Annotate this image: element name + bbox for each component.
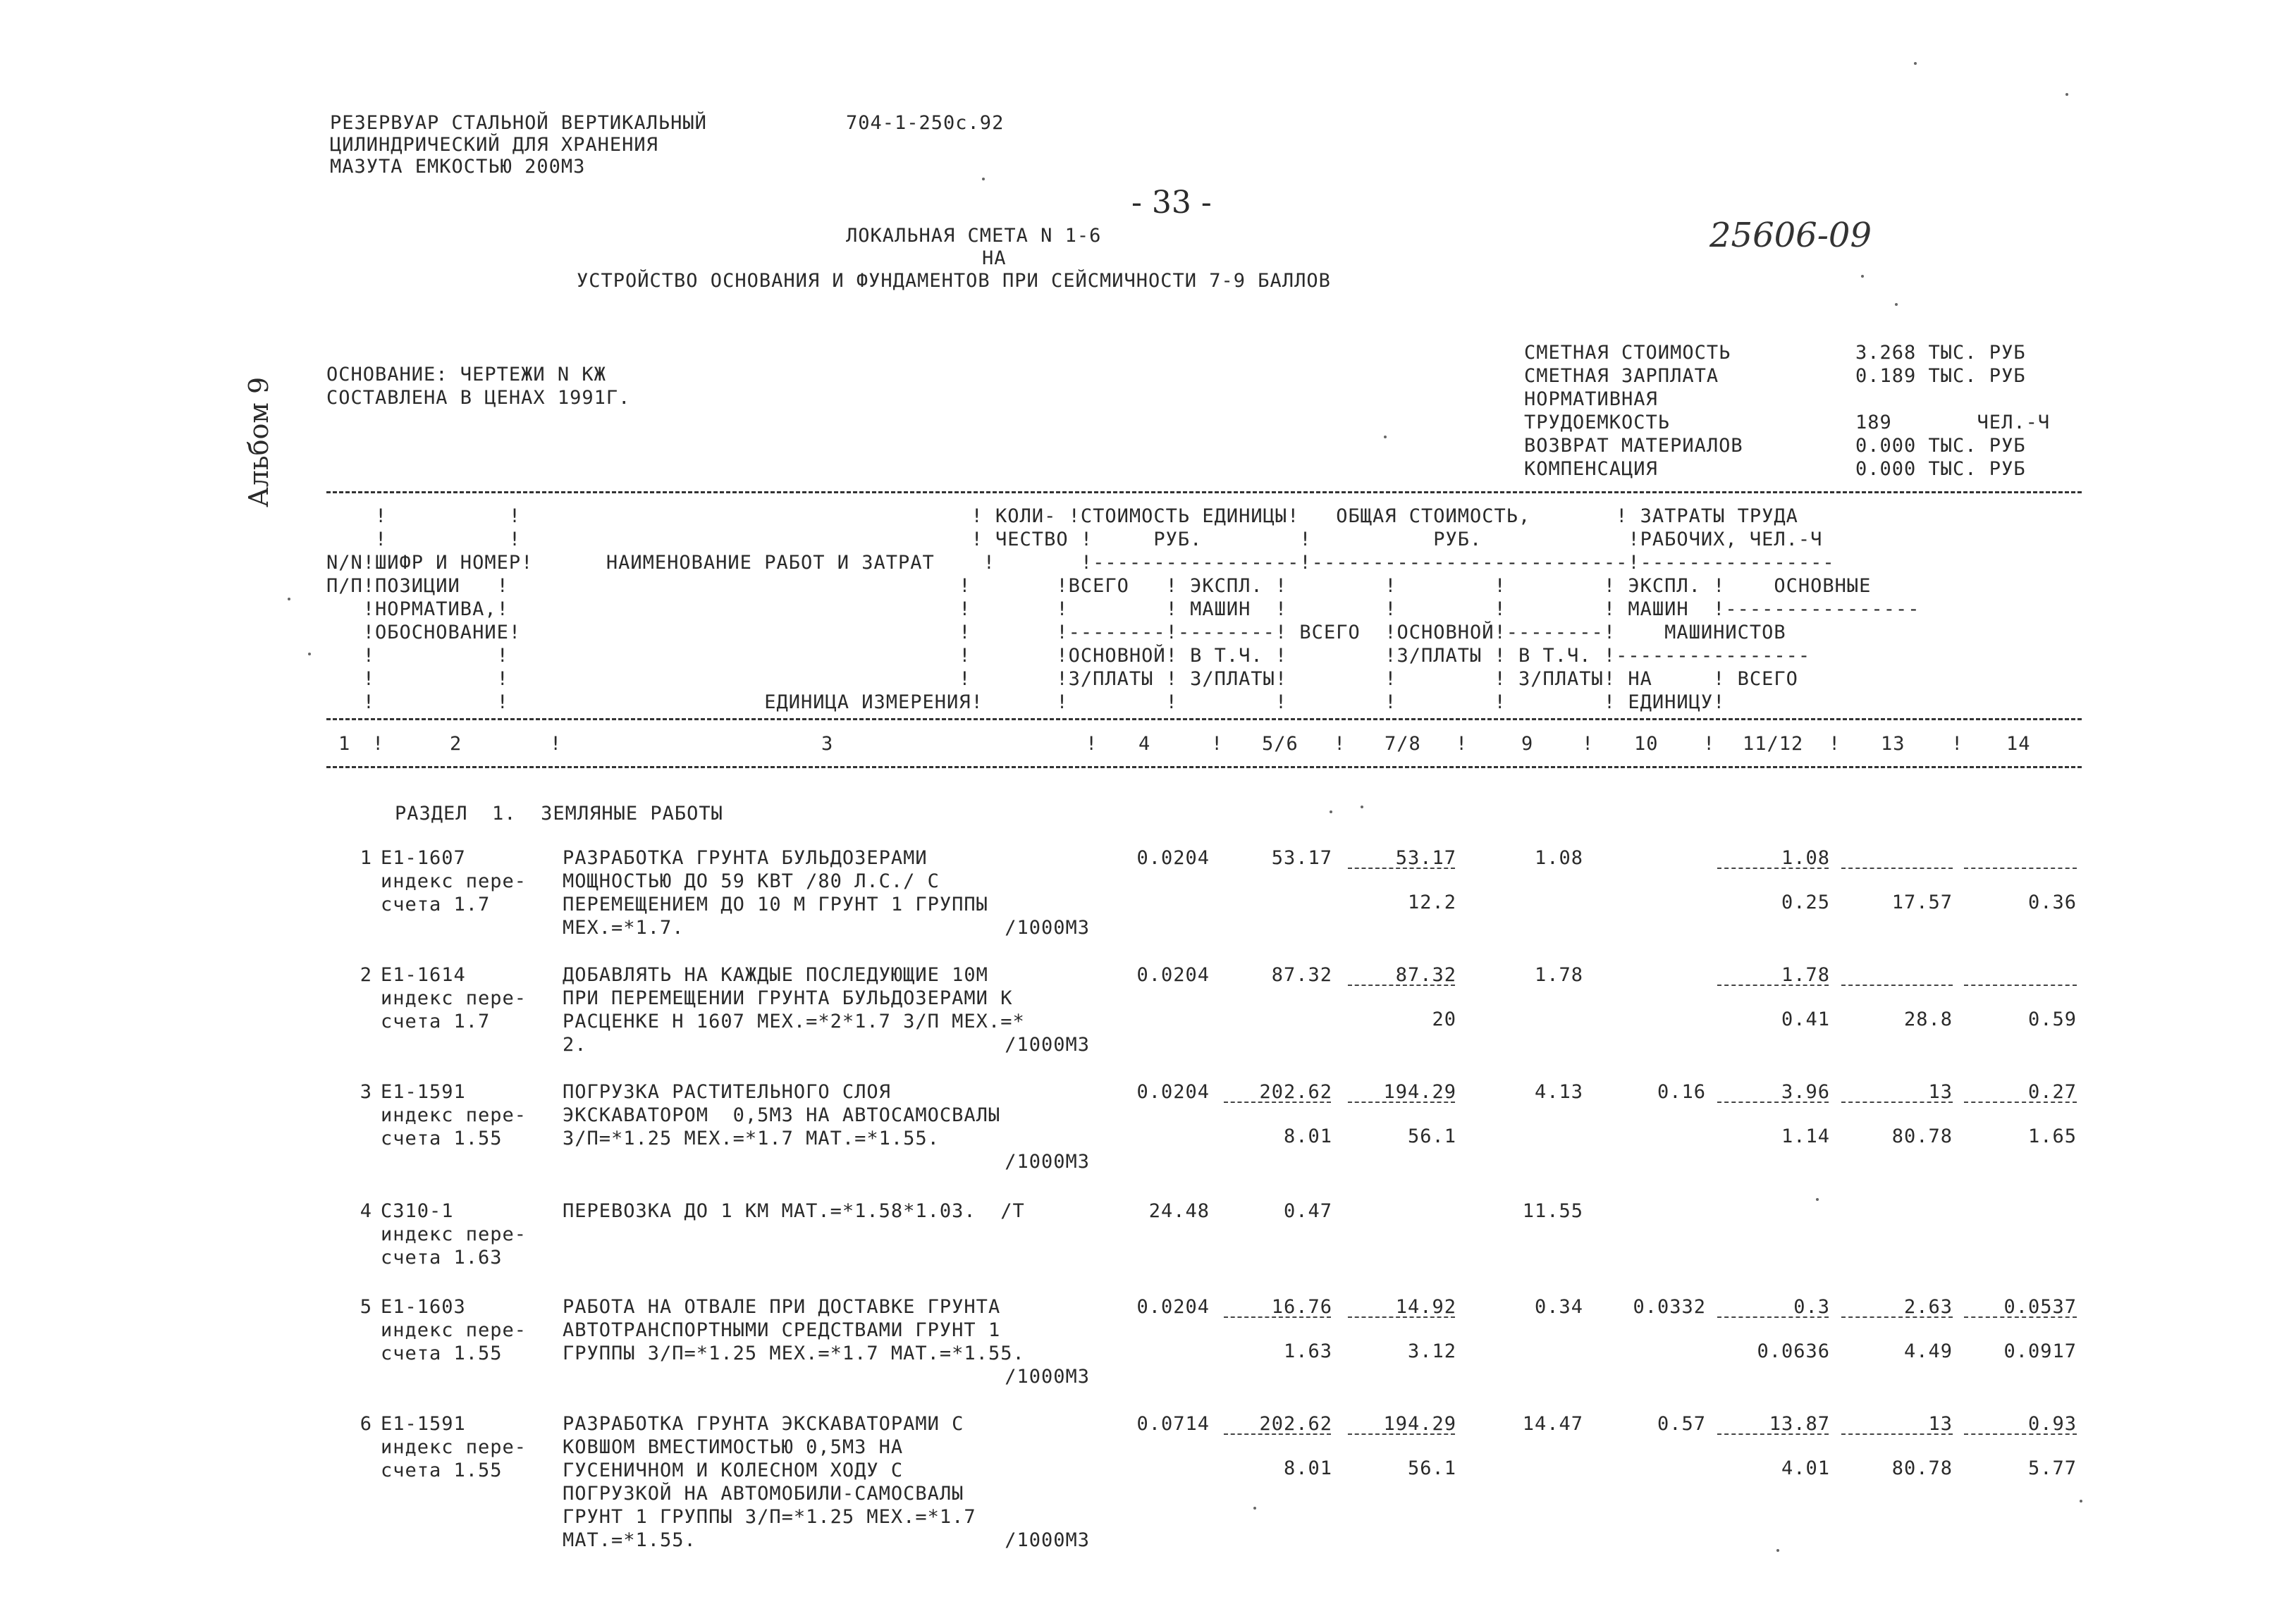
cell-rule	[1841, 868, 1953, 869]
cell-rule	[1964, 1433, 2077, 1435]
row-work-name: АВТОТРАНСПОРТНЫМИ СРЕДСТВАМИ ГРУНТ 1	[563, 1319, 1001, 1341]
summary-label: КОМПЕНСАЦИЯ	[1524, 458, 1658, 480]
row-machinist-total: 1.65	[2027, 1125, 2077, 1147]
table-header-line: N/N!ШИФР И НОМЕР! НАИМЕНОВАНИЕ РАБОТ И ЗАТРАТ ! !-----------------!--------------------------!----------------	[326, 552, 1835, 574]
row-unit-machine-wages: 3.12	[1407, 1340, 1456, 1362]
column-number: 7/8	[1385, 733, 1421, 755]
scan-speck	[1384, 436, 1387, 438]
row-unit-cost-machines: 87.32	[1395, 964, 1456, 986]
row-work-name: ЭКСКАВАТОРОМ 0,5М3 НА АВТОСАМОСВАЛЫ	[563, 1104, 1001, 1126]
row-total-machines: 1.08	[1781, 847, 1830, 869]
row-number: 3	[360, 1081, 372, 1103]
row-index-note: индекс пере-	[381, 1104, 527, 1126]
column-number: 13	[1881, 733, 1905, 755]
summary-label: СМЕТНАЯ СТОИМОСТЬ	[1524, 342, 1731, 364]
row-total-cost: 0.34	[1534, 1296, 1583, 1318]
row-unit: /1000М3	[1005, 1151, 1090, 1173]
row-total-cost: 1.78	[1534, 964, 1583, 986]
row-code: Е1-1591	[381, 1413, 466, 1435]
row-number: 6	[360, 1413, 372, 1435]
album-side-label: Альбом 9	[243, 376, 274, 507]
handwritten-number: 25606-09	[1709, 216, 1872, 255]
row-index-note: счета 1.7	[381, 894, 491, 915]
scan-speck	[1330, 810, 1332, 813]
column-separator: !	[1703, 733, 1716, 755]
row-number: 2	[360, 964, 372, 986]
estimate-subject: УСТРОЙСТВО ОСНОВАНИЯ И ФУНДАМЕНТОВ ПРИ СЕЙСМИЧНОСТИ 7-9 БАЛЛОВ	[577, 270, 1331, 292]
scan-speck	[288, 598, 290, 600]
row-unit-wages: 8.01	[1283, 1457, 1332, 1479]
row-unit-cost-machines: 53.17	[1395, 847, 1456, 869]
scan-speck	[1776, 1549, 1779, 1552]
row-machinist-total: 0.59	[2027, 1008, 2077, 1030]
row-labor-per-unit: 13	[1928, 1413, 1953, 1435]
column-separator: !	[1334, 733, 1346, 755]
cell-rule	[1348, 1102, 1455, 1103]
row-index-note: индекс пере-	[381, 1319, 527, 1341]
row-code: Е1-1614	[381, 964, 466, 986]
row-total-machines: 1.78	[1781, 964, 1830, 986]
column-separator: !	[1951, 733, 1964, 755]
row-code: С310-1	[381, 1200, 454, 1222]
column-separator: !	[1829, 733, 1841, 755]
row-total-machine-wages: 0.0636	[1757, 1340, 1830, 1362]
row-index-note: счета 1.7	[381, 1011, 491, 1032]
column-separator: !	[1086, 733, 1098, 755]
table-header-line: ! ! ! !З/ПЛАТЫ ! З/ПЛАТЫ! ! ! З/ПЛАТЫ! НА ! ВСЕГО	[326, 668, 1798, 690]
row-code: Е1-1603	[381, 1296, 466, 1318]
row-total-cost: 11.55	[1522, 1200, 1583, 1222]
row-total-machine-wages: 0.25	[1781, 892, 1830, 913]
table-header-line: !ОБОСНОВАНИЕ! ! !--------!--------! ВСЕГО !ОСНОВНОЙ!--------! МАШИНИСТОВ	[326, 622, 1786, 643]
row-total-machines: 3.96	[1781, 1081, 1830, 1103]
scan-speck	[308, 653, 311, 655]
row-labor-total: 0.93	[2027, 1413, 2077, 1435]
row-work-name: МОЩНОСТЬЮ ДО 59 КВТ /80 Л.С./ С	[563, 870, 940, 892]
column-numbers-rule	[326, 766, 2082, 768]
row-work-name: ГУСЕНИЧНОМ И КОЛЕСНОМ ХОДУ С	[563, 1460, 904, 1481]
cell-rule	[1717, 985, 1829, 986]
cell-rule	[1224, 1433, 1331, 1435]
cell-rule	[1841, 1316, 1953, 1318]
cell-rule	[1224, 1102, 1331, 1103]
scan-speck	[1361, 806, 1363, 808]
row-quantity: 0.0204	[1136, 847, 1210, 869]
row-total-machine-wages: 1.14	[1781, 1125, 1830, 1147]
row-work-name: ГРУНТ 1 ГРУППЫ З/П=*1.25 МЕХ.=*1.7	[563, 1506, 976, 1528]
row-work-name: МЕХ.=*1.7.	[563, 917, 684, 939]
table-header	[326, 505, 1920, 714]
row-index-note: счета 1.55	[381, 1343, 503, 1364]
column-number: 5/6	[1262, 733, 1299, 755]
row-unit-cost-total: 53.17	[1271, 847, 1332, 869]
cell-rule	[1224, 1316, 1331, 1318]
header-rule-bottom	[326, 718, 2082, 720]
scan-speck	[1816, 1198, 1819, 1201]
row-quantity: 0.0204	[1136, 1296, 1210, 1318]
row-unit-machine-wages: 12.2	[1407, 892, 1456, 913]
header-rule-top	[326, 491, 2082, 493]
row-quantity: 0.0714	[1136, 1413, 1210, 1435]
row-work-name: ПЕРЕВОЗКА ДО 1 КМ МАТ.=*1.58*1.03. /Т	[563, 1200, 1025, 1222]
row-work-name: ПРИ ПЕРЕМЕЩЕНИИ ГРУНТА БУЛЬДОЗЕРАМИ К	[563, 987, 1013, 1009]
scan-speck	[2065, 93, 2068, 96]
row-labor-total: 0.0537	[2003, 1296, 2077, 1318]
cell-rule	[1717, 1102, 1829, 1103]
summary-value: 189 ЧЕЛ.-Ч	[1855, 412, 2051, 433]
row-quantity: 24.48	[1148, 1200, 1210, 1222]
row-index-note: счета 1.55	[381, 1128, 503, 1149]
estimate-title: ЛОКАЛЬНАЯ СМЕТА N 1-6	[846, 225, 1102, 247]
row-unit-cost-machines: 14.92	[1395, 1296, 1456, 1318]
page-number: - 33 -	[1131, 185, 1212, 221]
summary-label: СМЕТНАЯ ЗАРПЛАТА	[1524, 365, 1719, 387]
column-number: 3	[821, 733, 834, 755]
column-separator: !	[1582, 733, 1595, 755]
row-unit-wages: 8.01	[1283, 1125, 1332, 1147]
row-work-name: РАЗРАБОТКА ГРУНТА БУЛЬДОЗЕРАМИ	[563, 847, 928, 869]
row-quantity: 0.0204	[1136, 964, 1210, 986]
row-unit-wages: 1.63	[1283, 1340, 1332, 1362]
scan-speck	[1914, 62, 1917, 65]
row-work-name: ДОБАВЛЯТЬ НА КАЖДЫЕ ПОСЛЕДУЮЩИЕ 10М	[563, 964, 988, 986]
scan-speck	[1895, 303, 1898, 306]
cell-rule	[1964, 868, 2077, 869]
cell-rule	[1964, 1316, 2077, 1318]
table-header-line: ! ! ! ЧЕСТВО ! РУБ. ! РУБ. !РАБОЧИХ, ЧЕЛ.-Ч	[326, 529, 1823, 550]
row-unit-cost-total: 0.47	[1283, 1200, 1332, 1222]
basis-text: ОСНОВАНИЕ: ЧЕРТЕЖИ N КЖ	[326, 364, 606, 385]
row-labor-per-unit: 2.63	[1903, 1296, 1953, 1318]
scan-speck	[1253, 1507, 1256, 1510]
cell-rule	[1717, 868, 1829, 869]
row-work-name: ПОГРУЗКА РАСТИТЕЛЬНОГО СЛОЯ	[563, 1081, 891, 1103]
row-index-note: счета 1.55	[381, 1460, 503, 1481]
row-unit-cost-total: 16.76	[1271, 1296, 1332, 1318]
row-total-machines: 0.3	[1793, 1296, 1830, 1318]
table-header-line: П/П!ПОЗИЦИИ ! ! !ВСЕГО ! ЭКСПЛ. ! ! ! ! ЭКСПЛ. ! ОСНОВНЫЕ	[326, 575, 1872, 597]
cell-rule	[1841, 1433, 1953, 1435]
table-header-line: ! ! ЕДИНИЦА ИЗМЕРЕНИЯ! ! ! ! ! ! ! ЕДИНИЦУ!	[326, 691, 1726, 713]
column-separator: !	[1211, 733, 1224, 755]
table-header-line: ! ! ! КОЛИ- !СТОИМОСТЬ ЕДИНИЦЫ! ОБЩАЯ СТОИМОСТЬ, ! ЗАТРАТЫ ТРУДА	[326, 505, 1798, 527]
row-labor-per-unit: 13	[1928, 1081, 1953, 1103]
row-work-name: ГРУППЫ З/П=*1.25 МЕХ.=*1.7 МАТ.=*1.55.	[563, 1343, 1025, 1364]
estimate-title-na: НА	[982, 247, 1007, 269]
row-index-note: индекс пере-	[381, 1223, 527, 1245]
summary-label: НОРМАТИВНАЯ	[1524, 388, 1658, 410]
row-machinist-per-unit: 28.8	[1903, 1008, 1953, 1030]
row-quantity: 0.0204	[1136, 1081, 1210, 1103]
column-number: 14	[2006, 733, 2031, 755]
cell-rule	[1964, 1102, 2077, 1103]
object-line-3: МАЗУТА ЕМКОСТЬЮ 200М3	[330, 156, 586, 178]
row-work-name: РАБОТА НА ОТВАЛЕ ПРИ ДОСТАВКЕ ГРУНТА	[563, 1296, 1001, 1318]
row-total-cost: 1.08	[1534, 847, 1583, 869]
row-work-name: ПЕРЕМЕЩЕНИЕМ ДО 10 М ГРУНТ 1 ГРУППЫ	[563, 894, 988, 915]
cell-rule	[1841, 985, 1953, 986]
row-unit-cost-total: 202.62	[1259, 1081, 1332, 1103]
column-number: 4	[1138, 733, 1151, 755]
row-unit: /1000М3	[1005, 917, 1090, 939]
row-work-name: КОВШОМ ВМЕСТИМОСТЬЮ 0,5М3 НА	[563, 1436, 904, 1458]
row-total-cost: 4.13	[1534, 1081, 1583, 1103]
row-work-name: РАСЦЕНКЕ Н 1607 МЕХ.=*2*1.7 З/П МЕХ.=*	[563, 1011, 1025, 1032]
column-separator: !	[372, 733, 385, 755]
object-line-1: РЕЗЕРВУАР СТАЛЬНОЙ ВЕРТИКАЛЬНЫЙ	[330, 112, 707, 134]
cell-rule	[1348, 1316, 1455, 1318]
scan-speck	[1861, 275, 1864, 278]
table-header-line: ! ! ! !ОСНОВНОЙ! В Т.Ч. ! !З/ПЛАТЫ ! В Т.Ч. !----------------	[326, 645, 1811, 667]
row-machinist-total: 0.0917	[2003, 1340, 2077, 1362]
summary-label: ВОЗВРАТ МАТЕРИАЛОВ	[1524, 435, 1743, 457]
cell-rule	[1348, 1433, 1455, 1435]
row-machinist-per-unit: 4.49	[1903, 1340, 1953, 1362]
column-separator: !	[550, 733, 563, 755]
table-header-line: !НОРМАТИВА,! ! ! ! МАШИН ! ! ! ! МАШИН !----------------	[326, 598, 1920, 620]
row-total-wages: 0.57	[1657, 1413, 1706, 1435]
cell-rule	[1348, 985, 1455, 986]
row-work-name: ПОГРУЗКОЙ НА АВТОМОБИЛИ-САМОСВАЛЫ	[563, 1483, 964, 1505]
row-machinist-total: 0.36	[2027, 892, 2077, 913]
row-unit-machine-wages: 56.1	[1407, 1457, 1456, 1479]
row-machinist-per-unit: 17.57	[1891, 892, 1953, 913]
column-number: 9	[1521, 733, 1534, 755]
summary-value: 3.268 ТЫС. РУБ	[1855, 342, 2026, 364]
column-separator: !	[1456, 733, 1468, 755]
row-unit-machine-wages: 20	[1432, 1008, 1456, 1030]
summary-value: 0.000 ТЫС. РУБ	[1855, 458, 2026, 480]
row-total-cost: 14.47	[1522, 1413, 1583, 1435]
row-unit: /1000М3	[1005, 1034, 1090, 1056]
row-work-name: МАТ.=*1.55.	[563, 1529, 696, 1551]
row-unit-machine-wages: 56.1	[1407, 1125, 1456, 1147]
row-work-name: З/П=*1.25 МЕХ.=*1.7 МАТ.=*1.55.	[563, 1128, 940, 1149]
cell-rule	[1964, 985, 2077, 986]
project-code: 704-1-250с.92	[846, 112, 1005, 134]
column-number: 2	[450, 733, 462, 755]
row-index-note: индекс пере-	[381, 987, 527, 1009]
row-index-note: счета 1.63	[381, 1247, 503, 1269]
cell-rule	[1717, 1433, 1829, 1435]
cell-rule	[1717, 1316, 1829, 1318]
row-total-machine-wages: 4.01	[1781, 1457, 1830, 1479]
summary-value: 0.189 ТЫС. РУБ	[1855, 365, 2026, 387]
row-unit-cost-machines: 194.29	[1383, 1413, 1456, 1435]
row-number: 4	[360, 1200, 372, 1222]
row-unit: /1000М3	[1005, 1529, 1090, 1551]
prices-text: СОСТАВЛЕНА В ЦЕНАХ 1991Г.	[326, 387, 631, 409]
row-total-machine-wages: 0.41	[1781, 1008, 1830, 1030]
row-work-name: РАЗРАБОТКА ГРУНТА ЭКСКАВАТОРАМИ С	[563, 1413, 964, 1435]
row-code: Е1-1607	[381, 847, 466, 869]
column-number: 11/12	[1743, 733, 1804, 755]
row-code: Е1-1591	[381, 1081, 466, 1103]
row-total-wages: 0.0332	[1633, 1296, 1706, 1318]
row-unit-cost-total: 87.32	[1271, 964, 1332, 986]
row-work-name: 2.	[563, 1034, 587, 1056]
row-total-machines: 13.87	[1769, 1413, 1830, 1435]
column-number: 1	[338, 733, 351, 755]
row-number: 1	[360, 847, 372, 869]
column-number: 10	[1634, 733, 1659, 755]
row-unit-cost-machines: 194.29	[1383, 1081, 1456, 1103]
row-machinist-per-unit: 80.78	[1891, 1125, 1953, 1147]
row-labor-total: 0.27	[2027, 1081, 2077, 1103]
summary-label: ТРУДОЕМКОСТЬ	[1524, 412, 1671, 433]
row-unit-cost-total: 202.62	[1259, 1413, 1332, 1435]
object-line-2: ЦИЛИНДРИЧЕСКИЙ ДЛЯ ХРАНЕНИЯ	[330, 134, 658, 156]
row-unit: /1000М3	[1005, 1366, 1090, 1388]
cell-rule	[1841, 1102, 1953, 1103]
summary-value: 0.000 ТЫС. РУБ	[1855, 435, 2026, 457]
row-total-wages: 0.16	[1657, 1081, 1706, 1103]
scan-speck	[2080, 1500, 2082, 1503]
row-machinist-per-unit: 80.78	[1891, 1457, 1953, 1479]
row-index-note: индекс пере-	[381, 1436, 527, 1458]
cell-rule	[1348, 868, 1455, 869]
row-machinist-total: 5.77	[2027, 1457, 2077, 1479]
scan-speck	[982, 178, 985, 180]
row-number: 5	[360, 1296, 372, 1318]
section-title: РАЗДЕЛ 1. ЗЕМЛЯНЫЕ РАБОТЫ	[395, 803, 723, 825]
row-index-note: индекс пере-	[381, 870, 527, 892]
